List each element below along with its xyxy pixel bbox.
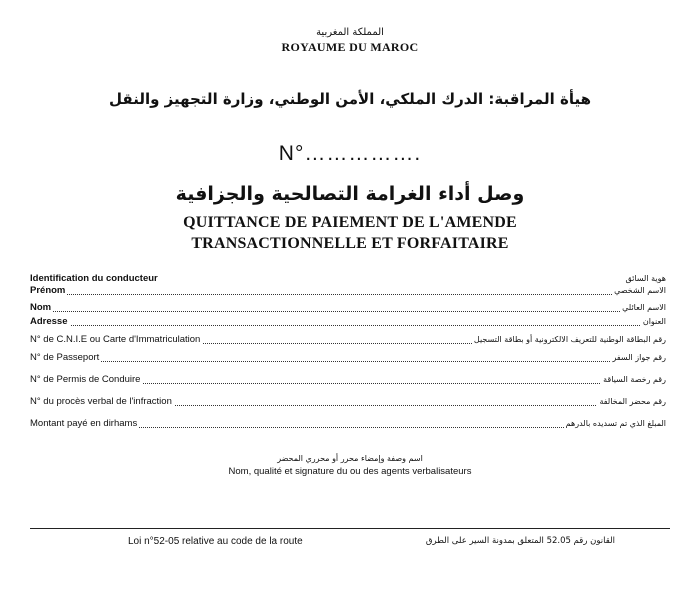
field-label-fr: N° du procès verbal de l'infraction [30, 396, 172, 407]
field-row-montant[interactable] [30, 418, 666, 432]
field-label-fr: Montant payé en dirhams [30, 418, 138, 429]
field-label-ar: الاسم الشخصي [614, 286, 666, 295]
signature-label-arabic: اسم وصفة وإمضاء محرر أو محرري المحضر [277, 454, 423, 463]
kingdom-french: ROYAUME DU MAROC [281, 40, 419, 54]
control-authority: هيأة المراقبة: الدرك الملكي، الأمن الوطني، وزارة التجهيز والنقل [109, 90, 591, 108]
field-label-ar: رقم رخصة السياقة [603, 375, 666, 384]
field-label-ar: الاسم العائلي [622, 303, 666, 312]
field-label-fr: Prénom [30, 285, 66, 296]
field-label-fr: Adresse [30, 316, 68, 327]
field-label-ar: هوية السائق [625, 274, 666, 283]
field-label-ar: رقم محضر المخالفة [599, 397, 666, 406]
field-label-ar: العنوان [642, 317, 666, 326]
field-label-fr: Identification du conducteur [30, 273, 158, 284]
field-label-fr: Nom [30, 302, 52, 313]
fill-line [30, 311, 666, 312]
fill-line [30, 361, 666, 362]
field-row-permis[interactable] [30, 374, 666, 388]
footer-law-french: Loi n°52-05 relative au code de la route [128, 536, 303, 547]
field-row-cnie[interactable] [30, 334, 666, 348]
field-row-adresse[interactable] [30, 316, 666, 330]
field-label-fr: N° de Passeport [30, 352, 100, 363]
kingdom-arabic: المملكة المغربية [316, 27, 384, 38]
fill-line [30, 294, 666, 295]
title-arabic: وصل أداء الغرامة التصالحية والجزافية [175, 183, 525, 205]
footer-law-arabic: القانون رقم 52.05 المتعلق بمدونة السير على الطرق [425, 536, 615, 546]
fill-line [30, 325, 666, 326]
field-row-proces-verbal[interactable] [30, 396, 666, 410]
field-label-ar: رقم جواز السفر [612, 353, 666, 362]
title-french-line-2: TRANSACTIONNELLE ET FORFAITAIRE [191, 235, 509, 252]
field-label-ar: رقم البطاقة الوطنية للتعريف الالكترونية أو بطاقة التسجيل [473, 335, 666, 344]
field-row-prenom[interactable] [30, 285, 666, 299]
field-label-fr: N° de C.N.I.E ou Carte d'Immatriculation [30, 334, 201, 345]
signature-label-french: Nom, qualité et signature du ou des agents verbalisateurs [228, 466, 472, 477]
receipt-number: N°……………. [278, 142, 422, 165]
field-label-fr: N° de Permis de Conduire [30, 374, 141, 385]
field-row-nom[interactable] [30, 302, 666, 316]
footer-divider [30, 528, 670, 529]
title-french-line-1: QUITTANCE DE PAIEMENT DE L'AMENDE [183, 214, 517, 231]
field-label-ar: المبلغ الذي تم تسديده بالدرهم [565, 419, 666, 428]
field-row-passeport[interactable] [30, 352, 666, 366]
